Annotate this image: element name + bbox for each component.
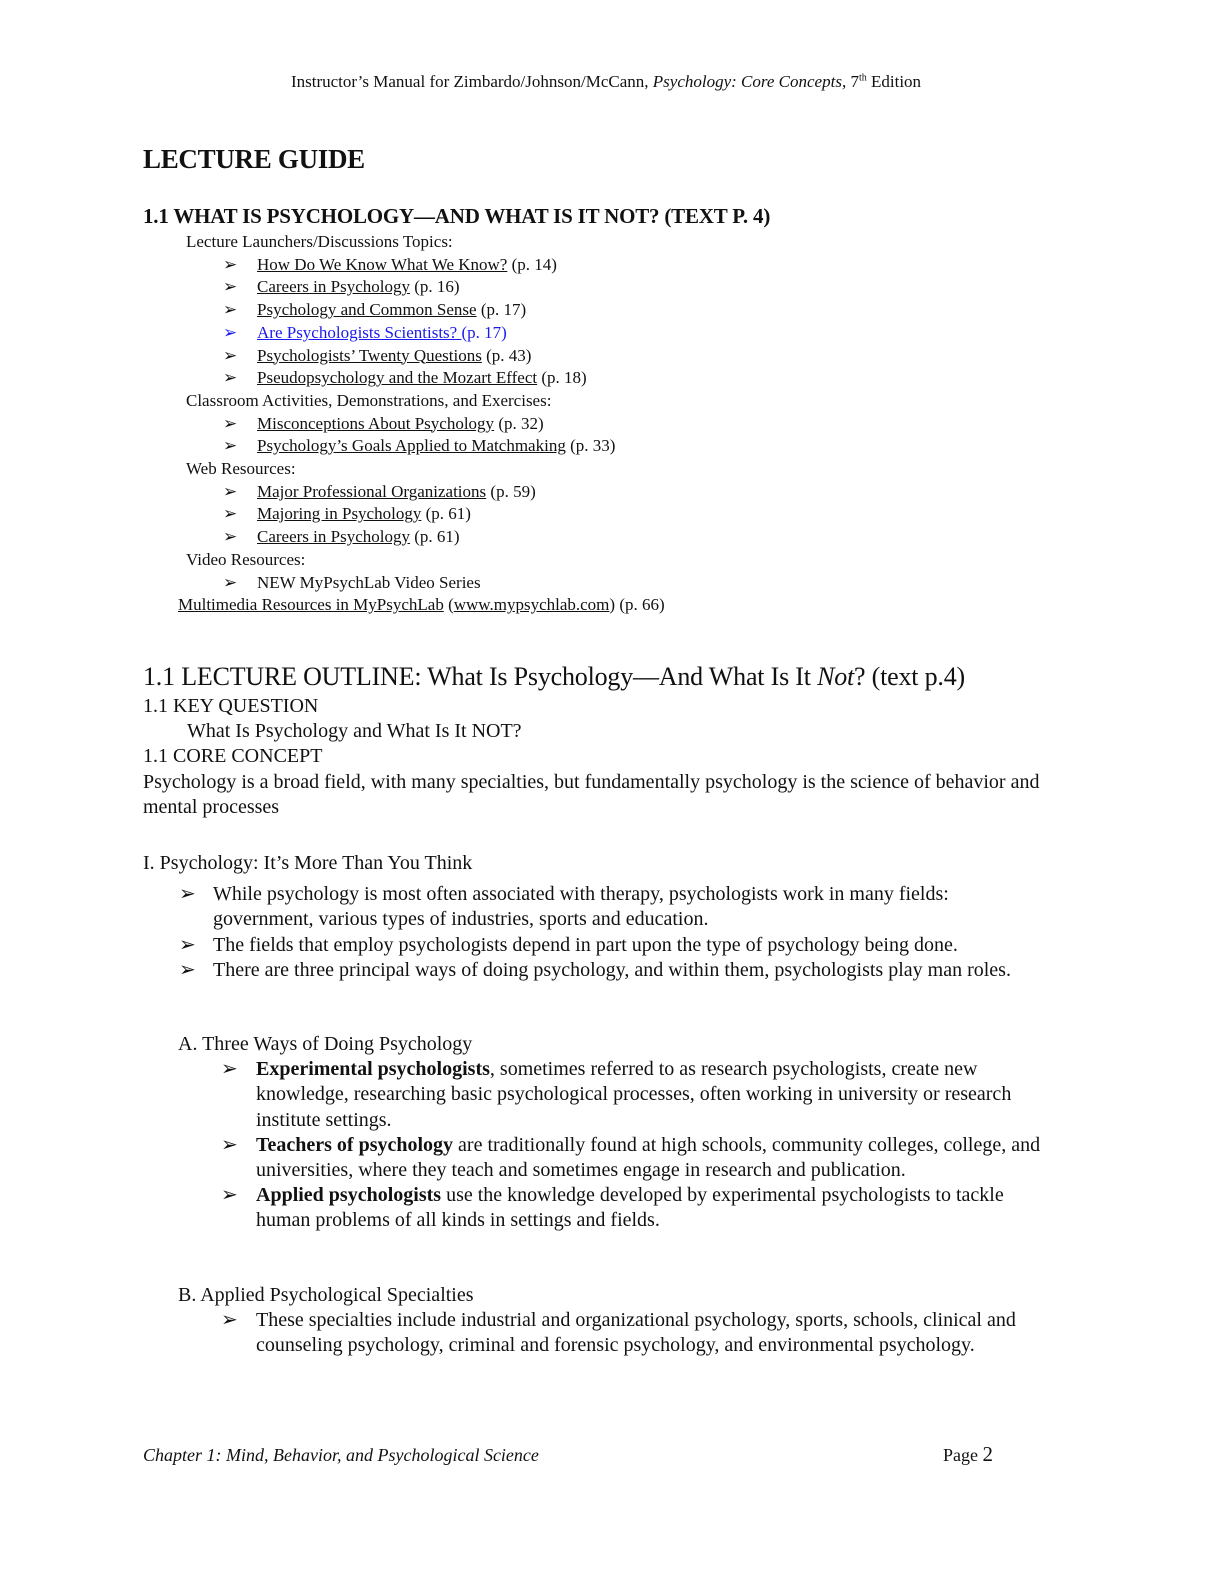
link-web-2[interactable]: Majoring in Psychology [257,504,422,524]
activities-label: Classroom Activities, Demonstrations, and Exercises: [186,390,552,410]
bullet-arrow-icon: ➢ [179,933,196,956]
bullet-text: While psychology is most often associated with therapy, psychologists work in many fields: government, various types of industries, sports and education. [213,883,949,931]
link-activity-2[interactable]: Psychology’s Goals Applied to Matchmaking [257,436,566,456]
header-edition-sup: th [858,72,867,84]
outline-title-text: 1.1 LECTURE OUTLINE: What Is Psychology—And What Is It [143,662,818,691]
list-item [143,1057,1056,1133]
section-I-heading: I. Psychology: It’s More Than You Think [143,852,473,874]
section-B [143,1283,1043,1359]
bullet-bold: Teachers of psychology [256,1133,454,1156]
bullet-bold: Experimental psychologists [256,1058,490,1081]
resource-list [143,231,665,617]
launchers-label: Lecture Launchers/Discussions Topics: [186,232,453,251]
core-concept-label: 1.1 CORE CONCEPT [143,745,323,768]
bullet-text: , sometimes referred to as research psychologists, create new knowledge, researching basic psychological processes, often working in university or research institute settings. [256,1058,1012,1131]
link-multimedia[interactable]: Multimedia Resources in MyPsychLab [178,595,444,615]
link-web-3[interactable]: Careers in Psychology [257,527,410,547]
video-label: Video Resources: [186,549,306,569]
page-ref: (p. 32) [494,413,544,433]
bullet-text: These specialties include industrial and organizational psychology, sports, schools, clinical and counseling psychology, criminal and forensic psychology, and environmental psychology. [256,1309,1016,1357]
running-header [0,72,1212,92]
page-ref: (p. 18) [537,368,587,388]
bullet-arrow-icon: ➢ [223,572,238,592]
list-item [143,503,665,526]
page-ref: (p. 33) [565,436,616,456]
page-ref: (p. 61) [421,504,471,524]
multimedia-line [143,594,665,617]
list-item [143,345,665,368]
web-label: Web Resources: [186,459,296,479]
bullet-arrow-icon: ➢ [179,958,196,981]
outline-title [143,662,965,692]
list-item [143,958,1053,983]
section-B-heading: B. Applied Psychological Specialties [178,1284,474,1306]
page-number: 2 [982,1442,993,1466]
list-item [143,367,665,390]
footer-chapter: Chapter 1: Mind, Behavior, and Psychological Science [143,1445,539,1465]
header-edition: , 7 [841,72,859,91]
link-launcher-5[interactable]: Psychologists’ Twenty Questions [257,345,482,365]
page-ref: (p. 14) [507,254,557,274]
bullet-arrow-icon: ➢ [223,368,238,388]
list-item [143,1183,1056,1233]
footer-page [943,1442,993,1467]
list-item [143,299,665,322]
page-ref: (p. 59) [486,481,536,501]
section-heading: 1.1 WHAT IS PSYCHOLOGY—AND WHAT IS IT NOT? (TEXT P. 4) [143,204,771,228]
bullet-arrow-icon: ➢ [221,1309,238,1332]
bullet-arrow-icon: ➢ [221,1058,238,1081]
list-item [143,526,665,549]
bullet-arrow-icon: ➢ [223,277,238,297]
list-item [143,435,665,458]
link-web-1[interactable]: Major Professional Organizations [257,481,487,501]
list-item [143,1133,1056,1183]
section-I [143,851,1043,983]
list-item [143,254,665,277]
bullet-arrow-icon: ➢ [223,481,238,501]
key-question-text: What Is Psychology and What Is It NOT? [187,720,522,743]
bullet-arrow-icon: ➢ [223,322,238,342]
link-launcher-4[interactable]: Are Psychologists Scientists? [257,322,462,342]
page-ref: (p. 17) [461,322,507,342]
list-item [143,322,665,345]
page-ref: (p. 43) [481,345,532,365]
link-launcher-3[interactable]: Psychology and Common Sense [257,300,477,320]
list-item [143,882,1053,932]
list-item [143,413,665,436]
bullet-arrow-icon: ➢ [221,1133,238,1156]
bullet-arrow-icon: ➢ [223,345,238,365]
list-item [143,481,665,504]
list-item [143,572,665,595]
page-label: Page [943,1445,983,1465]
bullet-arrow-icon: ➢ [223,254,238,274]
bullet-arrow-icon: ➢ [223,504,238,524]
link-launcher-2[interactable]: Careers in Psychology [257,277,410,297]
link-mypsychlab-url[interactable]: www.mypsychlab.com [453,595,610,615]
link-launcher-6[interactable]: Pseudopsychology and the Mozart Effect [257,368,538,388]
key-question-label: 1.1 KEY QUESTION [143,695,319,717]
paren: ( [443,595,454,615]
page-ref: (p. 17) [476,300,527,320]
key-question-block [143,694,522,770]
bullet-text: The fields that employ psychologists depend in part upon the type of psychology being done. [213,933,958,956]
bullet-bold: Applied psychologists [256,1184,442,1207]
bullet-text: are traditionally found at high schools, community colleges, college, and universities, where they teach and sometimes engage in research and publication. [256,1133,1041,1182]
header-edition-word: Edition [866,72,922,91]
list-item [143,276,665,299]
header-prefix: Instructor’s Manual for Zimbardo/Johnson/McCann, [290,72,653,91]
bullet-arrow-icon: ➢ [223,436,238,456]
bullet-text: There are three principal ways of doing psychology, and within them, psychologists play man roles. [213,958,1011,981]
core-concept-text: Psychology is a broad field, with many specialties, but fundamentally psychology is the science of behavior and mental processes [143,771,1040,819]
page-ref: (p. 61) [409,527,460,547]
bullet-arrow-icon: ➢ [221,1184,238,1207]
bullet-arrow-icon: ➢ [223,300,238,320]
list-item [143,1308,1056,1358]
header-book-title: Psychology: Core Concepts [652,72,842,91]
outline-title-em: Not [817,662,855,691]
lecture-guide-title: LECTURE GUIDE [143,144,365,174]
bullet-arrow-icon: ➢ [223,527,238,547]
link-launcher-1[interactable]: How Do We Know What We Know? [257,254,508,274]
list-item [143,933,1053,958]
page-ref: ) (p. 66) [609,595,665,615]
bullet-text: use the knowledge developed by experimental psychologists to tackle human problems of all kinds in settings and fields. [256,1184,1004,1232]
outline-title-tail: ? (text p.4) [854,662,965,691]
link-activity-1[interactable]: Misconceptions About Psychology [257,413,495,433]
bullet-arrow-icon: ➢ [179,883,196,906]
page-ref: (p. 16) [409,277,460,297]
section-A [143,1032,1043,1234]
bullet-arrow-icon: ➢ [223,413,238,433]
section-A-heading: A. Three Ways of Doing Psychology [178,1033,473,1055]
video-item: NEW MyPsychLab Video Series [257,572,481,592]
